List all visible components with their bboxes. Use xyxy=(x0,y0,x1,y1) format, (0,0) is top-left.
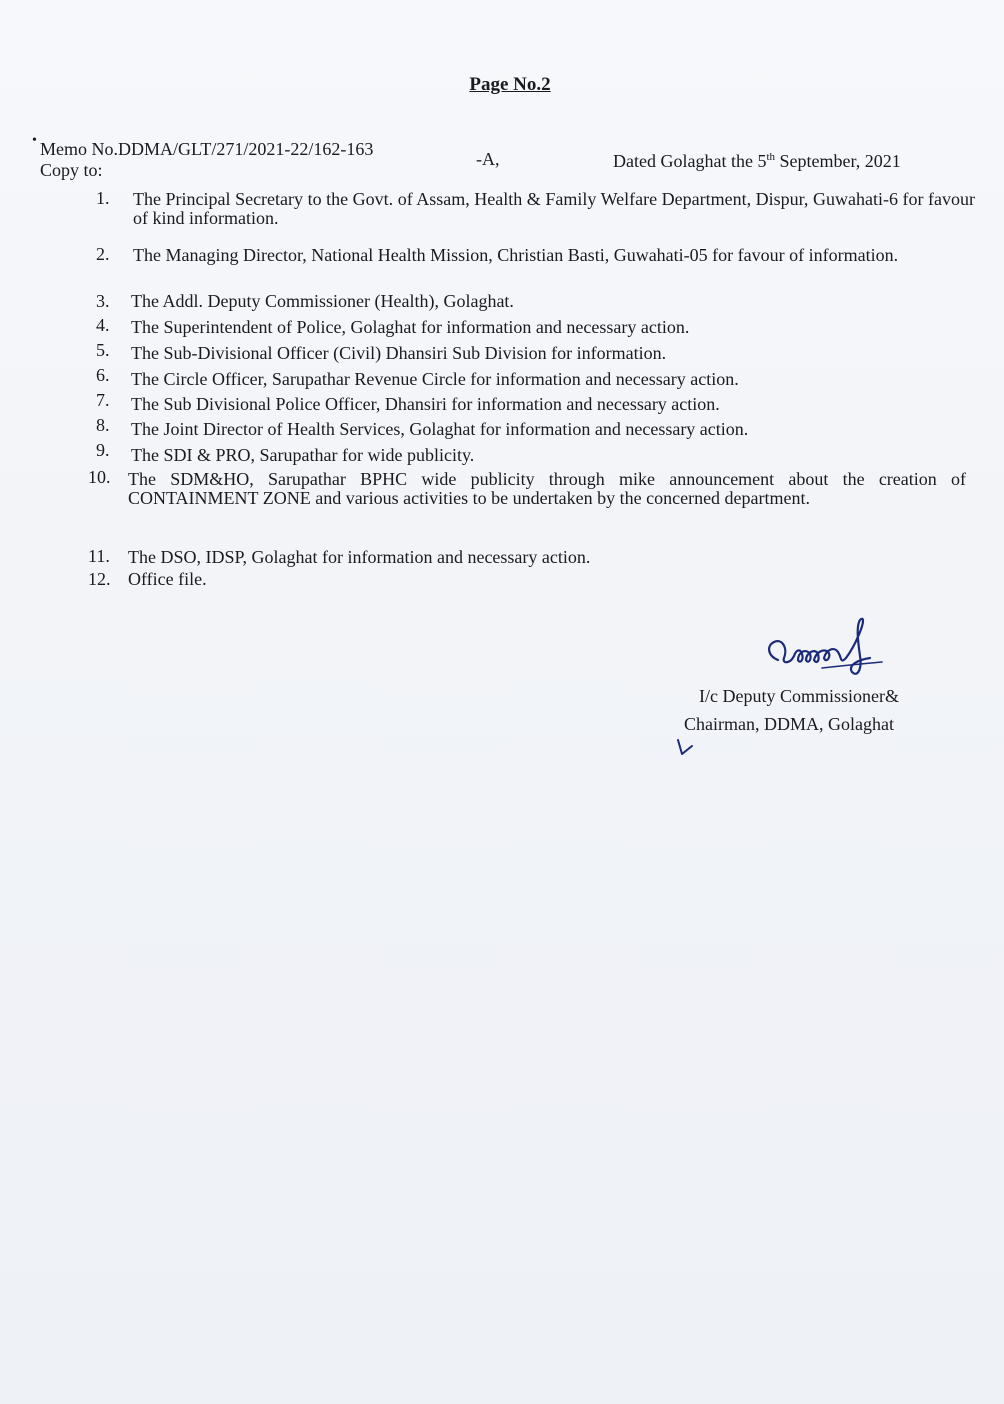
list-item-number: 2. xyxy=(96,244,110,264)
list-item-number: 9. xyxy=(96,440,110,460)
handwritten-signature xyxy=(760,612,900,684)
list-item-number: 11. xyxy=(88,546,110,566)
list-item-text: The Principal Secretary to the Govt. of Assam, Health & Family Welfare Department, Dispur, Guwahati-6 for favour of kind information. xyxy=(133,189,975,228)
list-item-text: The Joint Director of Health Services, Golaghat for information and necessary action. xyxy=(131,419,749,439)
tick-mark-icon xyxy=(674,736,696,758)
list-item-number: 5. xyxy=(96,340,110,360)
copy-to-label: Copy to: xyxy=(40,160,103,180)
memo-date xyxy=(613,151,901,172)
list-item-text: Office file. xyxy=(128,569,207,589)
list-item-number: 7. xyxy=(96,390,110,410)
list-item-text: The Circle Officer, Sarupathar Revenue Circle for information and necessary action. xyxy=(131,369,739,389)
page-number-heading: Page No.2 xyxy=(469,74,551,95)
designation-line-1: I/c Deputy Commissioner& xyxy=(699,686,899,706)
list-item-text: The SDM&HO, Sarupathar BPHC wide publicity through mike announcement about the creation of CONTAINMENT ZONE and various activities to be undertaken by the concerned department. xyxy=(128,469,966,508)
memo-suffix: -A, xyxy=(476,149,500,169)
designation-line-2: Chairman, DDMA, Golaghat xyxy=(684,714,894,734)
list-item-text: The Sub-Divisional Officer (Civil) Dhansiri Sub Division for information. xyxy=(131,343,667,363)
memo-date-prefix: Dated Golaghat the 5 xyxy=(613,151,767,171)
list-item-number: 6. xyxy=(96,365,110,385)
list-item-number: 8. xyxy=(96,415,110,435)
bullet-mark: • xyxy=(32,133,37,148)
list-item-text: The Managing Director, National Health Mission, Christian Basti, Guwahati-05 for favour of information. xyxy=(133,245,899,265)
list-item-number: 12. xyxy=(88,569,111,589)
list-item-text: The SDI & PRO, Sarupathar for wide publicity. xyxy=(131,445,475,465)
list-item-text: The Superintendent of Police, Golaghat for information and necessary action. xyxy=(131,317,690,337)
list-item-number: 10. xyxy=(88,467,111,487)
list-item-number: 3. xyxy=(96,291,110,311)
memo-date-sup: th xyxy=(766,151,776,163)
list-item-text: The DSO, IDSP, Golaghat for information and necessary action. xyxy=(128,547,591,567)
list-item-text: The Addl. Deputy Commissioner (Health), Golaghat. xyxy=(131,291,514,311)
list-item-number: 4. xyxy=(96,315,110,335)
memo-date-suffix: September, 2021 xyxy=(775,151,901,171)
memo-number: Memo No.DDMA/GLT/271/2021-22/162-163 xyxy=(40,139,374,159)
list-item-text: The Sub Divisional Police Officer, Dhansiri for information and necessary action. xyxy=(131,394,720,414)
signature-block xyxy=(670,612,970,762)
list-item-number: 1. xyxy=(96,188,110,208)
